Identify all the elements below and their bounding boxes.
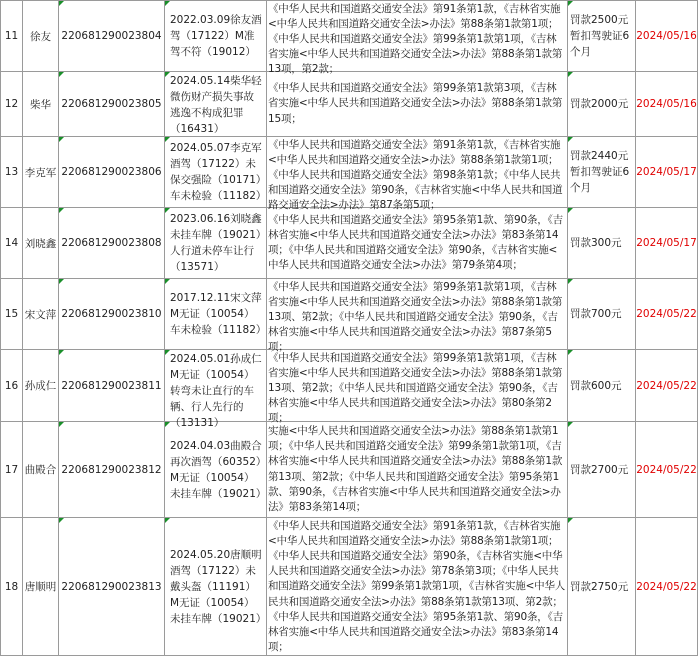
table-row bbox=[1, 422, 698, 518]
row-index-cell bbox=[1, 137, 23, 208]
row-name: 宋文萍 bbox=[24, 308, 57, 321]
row-index-cell bbox=[1, 422, 23, 518]
row-number-cell bbox=[59, 350, 165, 422]
row-number-cell bbox=[59, 137, 165, 208]
row-index-cell bbox=[1, 72, 23, 137]
row-law-cell bbox=[267, 72, 568, 137]
row-penalty-cell bbox=[568, 279, 636, 350]
row-fact-cell bbox=[165, 1, 267, 72]
row-date: 2024/05/16 bbox=[636, 30, 697, 42]
row-fact: 2022.03.09徐友酒驾（17122）M准驾不符（19012） bbox=[170, 14, 262, 58]
row-fact-cell bbox=[165, 422, 267, 518]
row-penalty-cell bbox=[568, 208, 636, 279]
row-law: 《中华人民共和国道路交通安全法》第99条第1款第1项，《吉林省实施<中华人民共和国道路交通安全法>办法》第88条第1款第13项、第2款；《中华人民共和国道路交通安全法》第90条，《吉林省实施<中华人民共和国道路交通安全法>办法》第87条第5项； bbox=[268, 280, 563, 354]
row-number: 220681290023805 bbox=[61, 98, 162, 110]
row-number: 220681290023812 bbox=[61, 463, 162, 476]
row-number-cell bbox=[59, 208, 165, 279]
row-law-cell bbox=[267, 350, 568, 425]
row-name: 徐友 bbox=[30, 30, 51, 43]
row-fact: 2023.06.16刘晓鑫未挂车牌（19021）人行道未停车让行（13571） bbox=[170, 213, 262, 273]
row-penalty-cell bbox=[568, 137, 636, 208]
row-name-cell bbox=[23, 1, 59, 72]
row-name: 柴华 bbox=[30, 98, 51, 111]
row-law: 实施<中华人民共和国道路交通安全法>办法》第88条第1款第1项；《中华人民共和国道路交通安全法》第99条第1款第1项，《吉林省实施<中华人民共和国道路交通安全法>办法》第88条第1款第13项、第2款；《中华人民共和国道路交通安全法》第95条第1款、第90条，《吉林省实施<中华人民共和国道路交通安全法>办法》第83条第14项； bbox=[268, 424, 563, 513]
row-number-cell bbox=[59, 518, 165, 656]
row-fact: 2024.05.20唐顺明酒驾（17122）未戴头盔（11191）M无证（10054）未挂车牌（19021） bbox=[170, 548, 267, 625]
row-fact: 2024.05.14柴华轻微伤财产损失事故逃逸不构成犯罪（16431） bbox=[170, 74, 262, 135]
row-law: 《中华人民共和国道路交通安全法》第99条第1款第1项，《吉林省实施<中华人民共和国道路交通安全法>办法》第88条第1款第13项、第2款；《中华人民共和国道路交通安全法》第90条，《吉林省实施<中华人民共和国道路交通安全法>办法》第80条第2项； bbox=[268, 351, 563, 425]
row-fact-cell bbox=[165, 279, 267, 350]
row-number: 220681290023810 bbox=[61, 308, 162, 320]
table-row bbox=[1, 1, 698, 72]
row-penalty: 罚款2500元暂扣驾驶证6个月 bbox=[570, 14, 630, 58]
row-law: 《中华人民共和国道路交通安全法》第91条第1款，《吉林省实施<中华人民共和国道路交通安全法>办法》第88条第1款第1项；《中华人民共和国道路交通安全法》第99条第1款第1项，《吉林省实施<中华人民共和国道路交通安全法>办法》第88条第1款第13项，第2款； bbox=[268, 2, 563, 76]
row-fact: 2024.05.07李克军酒驾（17122）未保交强险（10171）车未检验（11182） bbox=[170, 142, 267, 202]
row-name-cell bbox=[23, 208, 59, 279]
table-row bbox=[1, 279, 698, 350]
row-penalty: 罚款600元 bbox=[570, 379, 622, 392]
row-law-cell bbox=[267, 137, 568, 212]
row-date: 2024/05/16 bbox=[636, 98, 697, 110]
row-penalty: 罚款2750元 bbox=[570, 580, 629, 593]
row-date-cell bbox=[636, 137, 698, 208]
row-date-cell bbox=[636, 518, 698, 656]
row-date-cell bbox=[636, 279, 698, 350]
row-fact-cell bbox=[165, 72, 267, 137]
row-index: 15 bbox=[4, 308, 19, 320]
row-name: 曲殿合 bbox=[24, 464, 57, 476]
row-date: 2024/05/22 bbox=[636, 580, 697, 593]
row-penalty: 罚款2440元暂扣驾驶证6个月 bbox=[570, 150, 630, 194]
row-law-cell bbox=[267, 279, 568, 354]
row-date: 2024/05/22 bbox=[636, 379, 697, 392]
row-name-cell bbox=[23, 72, 59, 137]
row-date: 2024/05/22 bbox=[636, 463, 697, 476]
row-index: 16 bbox=[4, 379, 19, 392]
row-index: 11 bbox=[4, 30, 19, 42]
table-row bbox=[1, 208, 698, 279]
row-penalty-cell bbox=[568, 422, 636, 518]
table-row bbox=[1, 350, 698, 422]
row-law: 《中华人民共和国道路交通安全法》第95条第1款、第90条，《吉林省实施<中华人民共和国道路交通安全法>办法》第83条第14项；《中华人民共和国道路交通安全法》第90条，《吉林省实施<中华人民共和国道路交通安全法>办法》第79条第4项； bbox=[268, 213, 563, 272]
row-penalty: 罚款700元 bbox=[570, 308, 622, 320]
row-date: 2024/05/22 bbox=[636, 308, 697, 320]
row-number-cell bbox=[59, 422, 165, 518]
row-date: 2024/05/17 bbox=[636, 237, 697, 249]
row-index: 14 bbox=[4, 237, 19, 249]
row-number: 220681290023804 bbox=[61, 30, 162, 42]
row-number-cell bbox=[59, 72, 165, 137]
row-number-cell bbox=[59, 279, 165, 350]
row-number: 220681290023811 bbox=[61, 379, 162, 392]
row-index-cell bbox=[1, 1, 23, 72]
row-name: 李克军 bbox=[24, 166, 57, 179]
row-name-cell bbox=[23, 279, 59, 350]
row-index-cell bbox=[1, 350, 23, 422]
row-penalty-cell bbox=[568, 518, 636, 656]
row-date: 2024/05/17 bbox=[636, 166, 697, 178]
row-date-cell bbox=[636, 208, 698, 279]
row-name-cell bbox=[23, 422, 59, 518]
row-name-cell bbox=[23, 518, 59, 656]
row-penalty-cell bbox=[568, 350, 636, 422]
table-row bbox=[1, 72, 698, 137]
row-date-cell bbox=[636, 72, 698, 137]
row-law: 《中华人民共和国道路交通安全法》第91条第1款，《吉林省实施<中华人民共和国道路交通安全法>办法》第88条第1款第1项；《中华人民共和国道路交通安全法》第98条第1款；《中华人民共和国道路交通安全法》第90条，《吉林省实施<中华人民共和国道路交通安全法>办法》第87条第5项； bbox=[268, 138, 563, 212]
row-fact: 2017.12.11宋文萍M无证（10054）车未检验（11182） bbox=[170, 292, 267, 336]
row-index: 18 bbox=[4, 580, 19, 593]
row-fact: 2024.05.01孙成仁M无证（10054）转弯未让直行的车辆、行人先行的（13131） bbox=[170, 352, 262, 429]
table-row bbox=[1, 137, 698, 208]
row-name-cell bbox=[23, 137, 59, 208]
table-row bbox=[1, 518, 698, 656]
row-date-cell bbox=[636, 350, 698, 422]
row-penalty: 罚款2700元 bbox=[570, 463, 629, 476]
row-number: 220681290023806 bbox=[61, 166, 162, 178]
row-date-cell bbox=[636, 1, 698, 72]
row-fact-cell bbox=[165, 208, 267, 279]
row-law-cell bbox=[267, 518, 568, 656]
row-law: 《中华人民共和国道路交通安全法》第99条第1款第3项，《吉林省实施<中华人民共和国道路交通安全法>办法》第88条第1款第15项； bbox=[268, 82, 563, 125]
row-penalty-cell bbox=[568, 1, 636, 72]
row-law-cell bbox=[267, 208, 568, 279]
row-fact-cell bbox=[165, 137, 267, 208]
row-name: 唐顺明 bbox=[24, 581, 57, 593]
row-name: 孙成仁 bbox=[24, 380, 57, 392]
row-number: 220681290023808 bbox=[61, 237, 162, 249]
row-fact-cell bbox=[165, 518, 267, 656]
row-penalty-cell bbox=[568, 72, 636, 137]
row-law-cell bbox=[267, 422, 568, 518]
row-index: 12 bbox=[4, 98, 19, 110]
row-penalty: 罚款2000元 bbox=[570, 98, 629, 110]
row-index-cell bbox=[1, 208, 23, 279]
row-index-cell bbox=[1, 279, 23, 350]
row-date-cell bbox=[636, 422, 698, 518]
row-index: 13 bbox=[4, 166, 19, 178]
row-fact-cell bbox=[165, 350, 267, 429]
row-name-cell bbox=[23, 350, 59, 422]
row-number-cell bbox=[59, 1, 165, 72]
row-penalty: 罚款300元 bbox=[570, 237, 622, 249]
row-index: 17 bbox=[4, 463, 19, 476]
row-number: 220681290023813 bbox=[61, 580, 162, 593]
row-name: 刘晓鑫 bbox=[24, 237, 57, 250]
row-index-cell bbox=[1, 518, 23, 656]
row-law: 《中华人民共和国道路交通安全法》第91条第1款，《吉林省实施<中华人民共和国道路交通安全法>办法》第88条第1款第1项；《中华人民共和国道路交通安全法》第90条，《吉林省实施<中华人民共和国道路交通安全法>办法》第78条第3项；《中华人民共和国道路交通安全法》第99条第1款第1项，《吉林省实施<中华人民共和国道路交通安全法>办法》第88条第1款第13项、第2款；《中华人民共和国道路交通安全法》第95条第1款、第90条，《吉林省实施<中华人民共和国道路交通安全法>办法》第83条第14项； bbox=[268, 519, 566, 654]
row-law-cell bbox=[267, 1, 568, 76]
row-fact: 2024.04.03曲殿合再次酒驾（60352）M无证（10054）未挂车牌（19021） bbox=[170, 439, 267, 500]
